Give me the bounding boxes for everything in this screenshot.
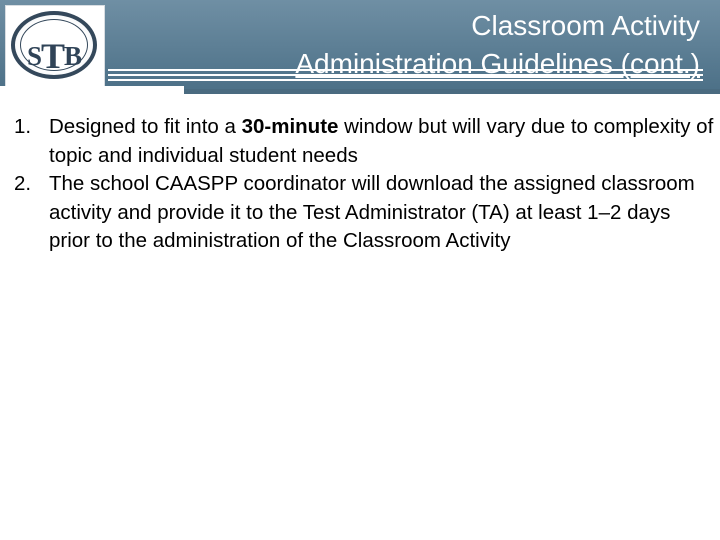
list-item-text-start: Designed to fit into a (49, 115, 242, 138)
list-item (14, 170, 714, 256)
logo-letters (15, 32, 93, 74)
stb-logo (5, 5, 105, 87)
title-line-1: Classroom Activity (471, 10, 700, 41)
page-title (295, 7, 700, 83)
list-item-text-end: window but will vary due to complexity of topic and individual student needs (49, 115, 714, 167)
list-item-text (49, 113, 714, 170)
list-item-number: 2. (14, 172, 32, 195)
logo-letter-t: T (41, 36, 65, 76)
title-line-2: Administration Guidelines (cont.) (295, 48, 700, 79)
list-item-number: 1. (14, 115, 32, 138)
guidelines-list (14, 113, 714, 256)
list-item-text: The school CAASPP coordinator will download the assigned classroom activity and provide it to the Test Administrator (TA) at least 1–2 days prior to the administration of the Classroom Activity (49, 172, 695, 252)
list-item (14, 113, 714, 170)
header-bar (0, 0, 720, 94)
logo-oval (11, 11, 97, 79)
logo-letter-s: S (26, 41, 41, 71)
list-item-bold-text: 30-minute (241, 115, 339, 138)
header-notch (0, 86, 184, 94)
logo-letter-b: B (64, 41, 82, 71)
